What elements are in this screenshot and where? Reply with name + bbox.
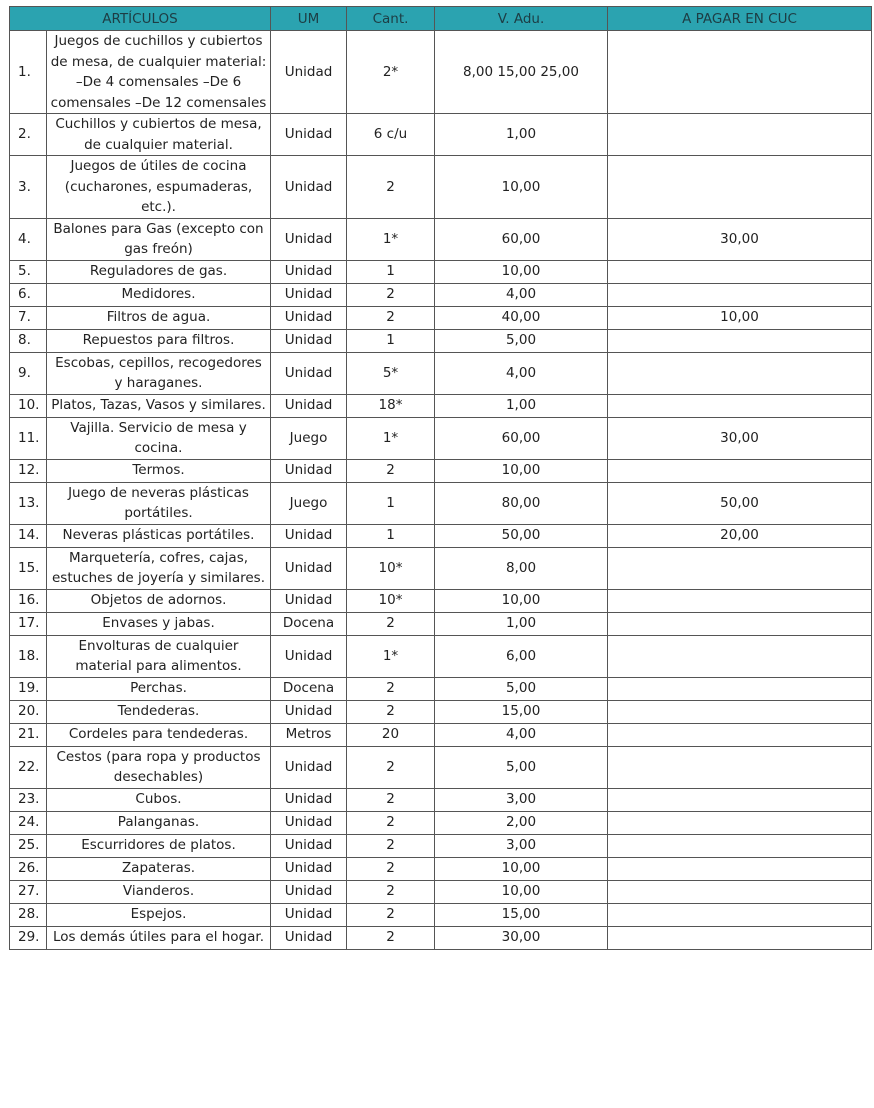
- cell-vadu: 3,00: [435, 788, 608, 811]
- cell-art: Envases y jabas.: [47, 612, 271, 635]
- cell-pagar: [608, 903, 872, 926]
- cell-vadu: 4,00: [435, 283, 608, 306]
- cell-pagar: [608, 723, 872, 746]
- cell-cant: 1*: [347, 417, 435, 459]
- table-row: [10, 156, 872, 219]
- cell-art: Juego de neveras plásticas portátiles.: [47, 482, 271, 524]
- cell-pagar: [608, 283, 872, 306]
- cell-n: 13.: [10, 482, 47, 524]
- cell-art: Envolturas de cualquier material para alimentos.: [47, 635, 271, 677]
- cell-art: Tendederas.: [47, 700, 271, 723]
- table-row: [10, 283, 872, 306]
- cell-pagar: [608, 114, 872, 156]
- cell-um: Unidad: [271, 589, 347, 612]
- cell-n: 25.: [10, 834, 47, 857]
- cell-n: 8.: [10, 329, 47, 352]
- cell-n: 29.: [10, 926, 47, 949]
- cell-n: 7.: [10, 306, 47, 329]
- cell-cant: 2: [347, 746, 435, 788]
- cell-n: 1.: [10, 31, 47, 114]
- cell-um: Unidad: [271, 524, 347, 547]
- table-row: [10, 482, 872, 524]
- header-vadu: V. Adu.: [435, 7, 608, 31]
- cell-pagar: [608, 459, 872, 482]
- cell-pagar: [608, 547, 872, 589]
- cell-art: Los demás útiles para el hogar.: [47, 926, 271, 949]
- table-row: [10, 589, 872, 612]
- table-row: [10, 306, 872, 329]
- table-row: [10, 723, 872, 746]
- cell-n: 5.: [10, 260, 47, 283]
- cell-vadu: 5,00: [435, 746, 608, 788]
- table-row: [10, 459, 872, 482]
- cell-n: 18.: [10, 635, 47, 677]
- cell-um: Metros: [271, 723, 347, 746]
- cell-art: Cordeles para tendederas.: [47, 723, 271, 746]
- table-row: [10, 903, 872, 926]
- cell-art: Escurridores de platos.: [47, 834, 271, 857]
- cell-vadu: 15,00: [435, 903, 608, 926]
- cell-n: 28.: [10, 903, 47, 926]
- cell-um: Unidad: [271, 114, 347, 156]
- cell-cant: 5*: [347, 352, 435, 394]
- cell-cant: 2: [347, 880, 435, 903]
- cell-art: Juegos de útiles de cocina (cucharones, espumaderas, etc.).: [47, 156, 271, 219]
- table-row: [10, 880, 872, 903]
- cell-art: Espejos.: [47, 903, 271, 926]
- cell-n: 23.: [10, 788, 47, 811]
- table-row: [10, 788, 872, 811]
- table-row: [10, 329, 872, 352]
- cell-vadu: 80,00: [435, 482, 608, 524]
- cell-art: Marquetería, cofres, cajas, estuches de joyería y similares.: [47, 547, 271, 589]
- cell-vadu: 60,00: [435, 417, 608, 459]
- cell-vadu: 2,00: [435, 811, 608, 834]
- cell-pagar: [608, 834, 872, 857]
- cell-pagar: 30,00: [608, 417, 872, 459]
- table-row: [10, 352, 872, 394]
- table-row: [10, 547, 872, 589]
- cell-pagar: [608, 700, 872, 723]
- cell-pagar: [608, 352, 872, 394]
- table-row: [10, 260, 872, 283]
- cell-art: Platos, Tazas, Vasos y similares.: [47, 394, 271, 417]
- cell-n: 22.: [10, 746, 47, 788]
- header-row: [10, 7, 872, 31]
- cell-vadu: 10,00: [435, 156, 608, 219]
- cell-n: 11.: [10, 417, 47, 459]
- cell-um: Juego: [271, 482, 347, 524]
- table-row: [10, 612, 872, 635]
- cell-art: Balones para Gas (excepto con gas freón): [47, 218, 271, 260]
- cell-art: Cestos (para ropa y productos desechables): [47, 746, 271, 788]
- cell-um: Unidad: [271, 547, 347, 589]
- cell-um: Unidad: [271, 156, 347, 219]
- cell-art: Filtros de agua.: [47, 306, 271, 329]
- cell-art: Termos.: [47, 459, 271, 482]
- table-row: [10, 31, 872, 114]
- cell-cant: 2: [347, 283, 435, 306]
- cell-cant: 1: [347, 329, 435, 352]
- cell-um: Unidad: [271, 746, 347, 788]
- cell-n: 9.: [10, 352, 47, 394]
- cell-pagar: [608, 811, 872, 834]
- cell-n: 19.: [10, 677, 47, 700]
- table-row: [10, 746, 872, 788]
- cell-cant: 2: [347, 459, 435, 482]
- cell-um: Unidad: [271, 260, 347, 283]
- cell-cant: 1*: [347, 218, 435, 260]
- cell-n: 24.: [10, 811, 47, 834]
- cell-um: Unidad: [271, 857, 347, 880]
- cell-um: Juego: [271, 417, 347, 459]
- cell-cant: 2: [347, 903, 435, 926]
- cell-pagar: [608, 857, 872, 880]
- cell-vadu: 5,00: [435, 329, 608, 352]
- cell-vadu: 40,00: [435, 306, 608, 329]
- cell-um: Unidad: [271, 788, 347, 811]
- cell-pagar: 50,00: [608, 482, 872, 524]
- cell-cant: 2: [347, 612, 435, 635]
- cell-um: Unidad: [271, 306, 347, 329]
- cell-vadu: 60,00: [435, 218, 608, 260]
- cell-cant: 2: [347, 700, 435, 723]
- cell-cant: 20: [347, 723, 435, 746]
- cell-pagar: 30,00: [608, 218, 872, 260]
- cell-um: Docena: [271, 612, 347, 635]
- cell-um: Unidad: [271, 926, 347, 949]
- cell-vadu: 3,00: [435, 834, 608, 857]
- cell-um: Unidad: [271, 834, 347, 857]
- cell-cant: 2: [347, 788, 435, 811]
- cell-art: Vianderos.: [47, 880, 271, 903]
- cell-n: 17.: [10, 612, 47, 635]
- cell-pagar: [608, 635, 872, 677]
- cell-pagar: [608, 880, 872, 903]
- cell-pagar: [608, 394, 872, 417]
- cell-um: Unidad: [271, 880, 347, 903]
- cell-n: 27.: [10, 880, 47, 903]
- cell-um: Unidad: [271, 31, 347, 114]
- table-row: [10, 524, 872, 547]
- cell-um: Unidad: [271, 218, 347, 260]
- cell-cant: 2: [347, 834, 435, 857]
- cell-pagar: [608, 612, 872, 635]
- table-body: [10, 31, 872, 950]
- cell-vadu: 15,00: [435, 700, 608, 723]
- header-cant: Cant.: [347, 7, 435, 31]
- cell-n: 12.: [10, 459, 47, 482]
- cell-vadu: 10,00: [435, 857, 608, 880]
- cell-um: Unidad: [271, 394, 347, 417]
- cell-n: 15.: [10, 547, 47, 589]
- cell-art: Reguladores de gas.: [47, 260, 271, 283]
- cell-vadu: 1,00: [435, 394, 608, 417]
- header-articulos: ARTÍCULOS: [10, 7, 271, 31]
- table-row: [10, 394, 872, 417]
- table-row: [10, 926, 872, 949]
- cell-pagar: [608, 788, 872, 811]
- table-row: [10, 417, 872, 459]
- cell-n: 3.: [10, 156, 47, 219]
- cell-vadu: 5,00: [435, 677, 608, 700]
- table-row: [10, 857, 872, 880]
- table-row: [10, 811, 872, 834]
- cell-pagar: [608, 156, 872, 219]
- cell-vadu: 10,00: [435, 880, 608, 903]
- cell-n: 20.: [10, 700, 47, 723]
- cell-um: Unidad: [271, 635, 347, 677]
- cell-cant: 10*: [347, 547, 435, 589]
- cell-art: Cubos.: [47, 788, 271, 811]
- cell-vadu: 1,00: [435, 114, 608, 156]
- cell-cant: 2: [347, 926, 435, 949]
- cell-art: Perchas.: [47, 677, 271, 700]
- cell-pagar: [608, 260, 872, 283]
- cell-vadu: 10,00: [435, 260, 608, 283]
- cell-um: Docena: [271, 677, 347, 700]
- header-pagar: A PAGAR EN CUC: [608, 7, 872, 31]
- cell-art: Zapateras.: [47, 857, 271, 880]
- cell-art: Cuchillos y cubiertos de mesa, de cualquier material.: [47, 114, 271, 156]
- cell-vadu: 10,00: [435, 459, 608, 482]
- cell-n: 2.: [10, 114, 47, 156]
- cell-art: Vajilla. Servicio de mesa y cocina.: [47, 417, 271, 459]
- cell-n: 21.: [10, 723, 47, 746]
- cell-pagar: [608, 329, 872, 352]
- cell-art: Juegos de cuchillos y cubiertos de mesa, de cualquier material: –De 4 comensales –De 6 comensales –De 12 comensales: [47, 31, 271, 114]
- cell-vadu: 50,00: [435, 524, 608, 547]
- table-row: [10, 114, 872, 156]
- cell-cant: 10*: [347, 589, 435, 612]
- cell-vadu: 1,00: [435, 612, 608, 635]
- cell-cant: 2: [347, 306, 435, 329]
- header-um: UM: [271, 7, 347, 31]
- table-row: [10, 218, 872, 260]
- cell-cant: 2: [347, 857, 435, 880]
- cell-vadu: 6,00: [435, 635, 608, 677]
- cell-pagar: [608, 926, 872, 949]
- cell-vadu: 8,00: [435, 547, 608, 589]
- cell-art: Escobas, cepillos, recogedores y haraganes.: [47, 352, 271, 394]
- cell-um: Unidad: [271, 283, 347, 306]
- table-row: [10, 700, 872, 723]
- cell-art: Medidores.: [47, 283, 271, 306]
- cell-n: 16.: [10, 589, 47, 612]
- cell-um: Unidad: [271, 352, 347, 394]
- cell-um: Unidad: [271, 459, 347, 482]
- cell-cant: 2*: [347, 31, 435, 114]
- cell-cant: 2: [347, 677, 435, 700]
- cell-cant: 18*: [347, 394, 435, 417]
- cell-n: 10.: [10, 394, 47, 417]
- cell-cant: 1*: [347, 635, 435, 677]
- table-row: [10, 635, 872, 677]
- cell-um: Unidad: [271, 700, 347, 723]
- cell-cant: 1: [347, 524, 435, 547]
- cell-vadu: 4,00: [435, 723, 608, 746]
- cell-n: 26.: [10, 857, 47, 880]
- cell-art: Neveras plásticas portátiles.: [47, 524, 271, 547]
- cell-um: Unidad: [271, 903, 347, 926]
- table-row: [10, 677, 872, 700]
- cell-vadu: 30,00: [435, 926, 608, 949]
- cell-n: 6.: [10, 283, 47, 306]
- table-row: [10, 834, 872, 857]
- cell-cant: 6 c/u: [347, 114, 435, 156]
- cell-pagar: [608, 589, 872, 612]
- cell-pagar: 20,00: [608, 524, 872, 547]
- cell-cant: 1: [347, 482, 435, 524]
- cell-n: 4.: [10, 218, 47, 260]
- cell-vadu: 4,00: [435, 352, 608, 394]
- cell-art: Repuestos para filtros.: [47, 329, 271, 352]
- cell-pagar: [608, 31, 872, 114]
- cell-pagar: [608, 677, 872, 700]
- articles-table: [9, 6, 872, 950]
- cell-vadu: 8,00 15,00 25,00: [435, 31, 608, 114]
- cell-um: Unidad: [271, 329, 347, 352]
- cell-cant: 2: [347, 156, 435, 219]
- cell-cant: 1: [347, 260, 435, 283]
- cell-n: 14.: [10, 524, 47, 547]
- cell-um: Unidad: [271, 811, 347, 834]
- cell-cant: 2: [347, 811, 435, 834]
- cell-vadu: 10,00: [435, 589, 608, 612]
- cell-pagar: 10,00: [608, 306, 872, 329]
- cell-art: Objetos de adornos.: [47, 589, 271, 612]
- cell-pagar: [608, 746, 872, 788]
- cell-art: Palanganas.: [47, 811, 271, 834]
